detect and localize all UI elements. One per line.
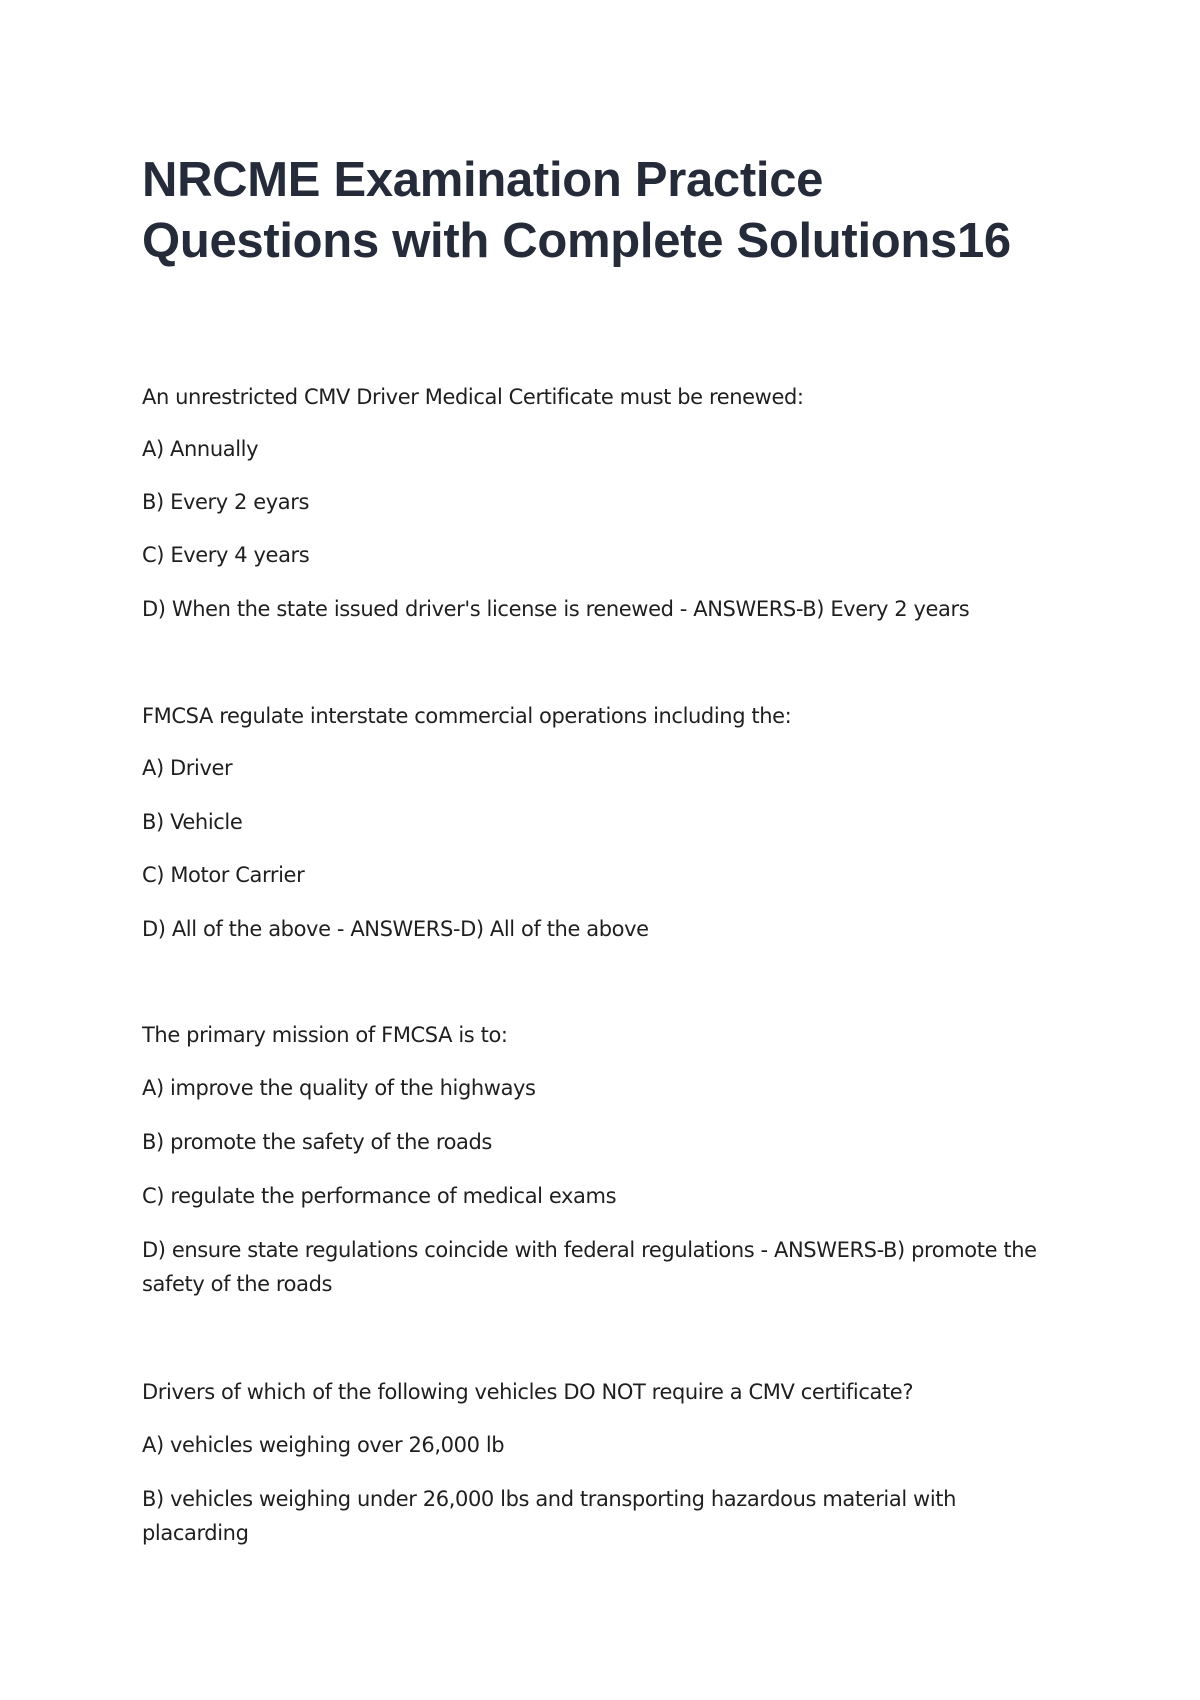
question-2-prompt: FMCSA regulate interstate commercial operations including the: [142,704,792,728]
question-2-option-b: B) Vehicle [142,810,243,834]
page-title: NRCME Examination Practice Questions with Complete Solutions16 [142,153,1011,268]
question-2-option-c: C) Motor Carrier [142,863,305,887]
question-4-option-b: B) vehicles weighing under 26,000 lbs and transporting hazardous material with placarding [142,1487,956,1545]
question-4-prompt: Drivers of which of the following vehicles DO NOT require a CMV certificate? [142,1380,914,1404]
question-3-option-c: C) regulate the performance of medical exams [142,1184,617,1208]
question-2-option-a: A) Driver [142,756,233,780]
question-1-option-c: C) Every 4 years [142,543,310,567]
question-3-prompt: The primary mission of FMCSA is to: [142,1023,508,1047]
question-1-prompt: An unrestricted CMV Driver Medical Certificate must be renewed: [142,385,804,409]
question-2-option-d-answer: D) All of the above - ANSWERS-D) All of the above [142,917,649,941]
question-4-option-a: A) vehicles weighing over 26,000 lb [142,1433,505,1457]
question-1-option-d-answer: D) When the state issued driver's license is renewed - ANSWERS-B) Every 2 years [142,597,970,621]
question-3-option-a: A) improve the quality of the highways [142,1076,536,1100]
question-1-option-a: A) Annually [142,437,259,461]
question-3-option-d-answer: D) ensure state regulations coincide with federal regulations - ANSWERS-B) promote the safety of the roads [142,1238,1037,1296]
question-1-option-b: B) Every 2 eyars [142,490,310,514]
question-3-option-b: B) promote the safety of the roads [142,1130,492,1154]
